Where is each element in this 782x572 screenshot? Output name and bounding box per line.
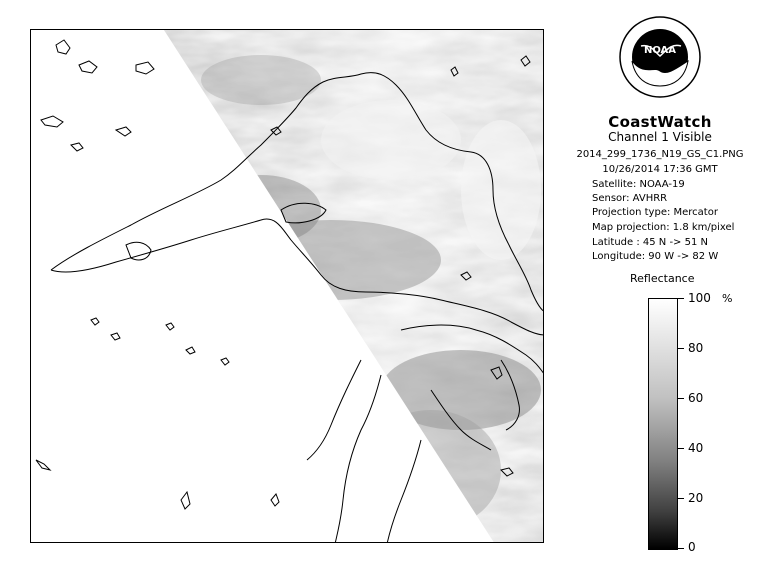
meta-datetime: 10/26/2014 17:36 GMT bbox=[602, 164, 718, 175]
colorbar-tick bbox=[678, 348, 684, 349]
satellite-swath bbox=[31, 30, 544, 543]
colorbar-label: 60 bbox=[688, 391, 704, 405]
meta-satellite: Satellite: NOAA-19 bbox=[592, 179, 685, 190]
meta-longitude: Longitude: 90 W -> 82 W bbox=[592, 251, 719, 262]
colorbar-label: 40 bbox=[688, 441, 704, 455]
brand-title: CoastWatch bbox=[608, 113, 712, 131]
colorbar-tick bbox=[678, 498, 684, 499]
meta-sensor: Sensor: AVHRR bbox=[592, 193, 668, 204]
legend-title: Reflectance bbox=[630, 272, 695, 285]
meta-map-projection: Map projection: 1.8 km/pixel bbox=[592, 222, 735, 233]
meta-projection-type: Projection type: Mercator bbox=[592, 207, 718, 218]
meta-filename: 2014_299_1736_N19_GS_C1.PNG bbox=[576, 149, 744, 160]
colorbar-tick bbox=[678, 298, 684, 299]
colorbar-label: 80 bbox=[688, 341, 704, 355]
map-canvas bbox=[31, 30, 544, 543]
logo-text: NOAA bbox=[643, 45, 677, 56]
colorbar-tick bbox=[678, 548, 684, 549]
channel-title: Channel 1 Visible bbox=[608, 130, 712, 144]
colorbar-label: 0 bbox=[688, 540, 696, 554]
noaa-logo bbox=[619, 16, 701, 98]
colorbar-tick bbox=[678, 448, 684, 449]
colorbar-tick bbox=[678, 398, 684, 399]
meta-latitude: Latitude : 45 N -> 51 N bbox=[592, 237, 708, 248]
colorbar-label: 20 bbox=[688, 491, 704, 505]
reflectance-colorbar bbox=[648, 298, 678, 550]
legend-unit: % bbox=[722, 292, 733, 305]
colorbar-label: 100 bbox=[688, 291, 711, 305]
satellite-image-map[interactable] bbox=[30, 29, 544, 543]
